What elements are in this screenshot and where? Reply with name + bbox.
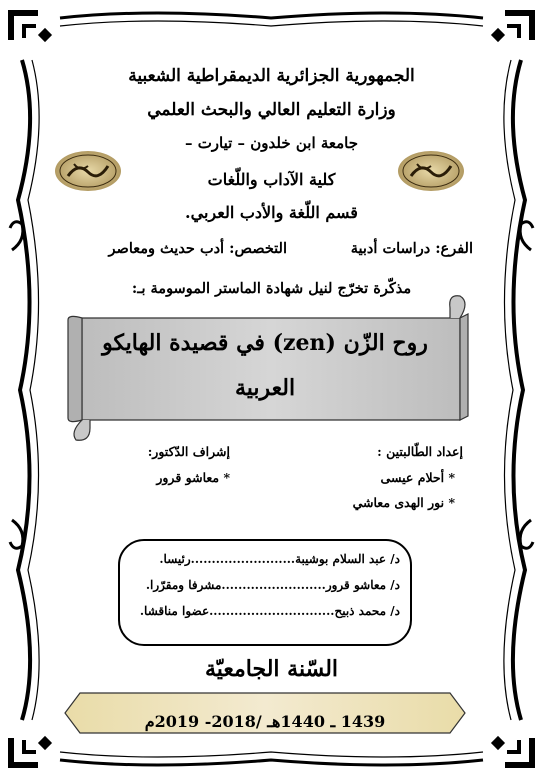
supervisor-name: * معاشو قرور (156, 470, 230, 485)
university-seal-right (397, 150, 465, 192)
university-seal-left (54, 150, 122, 192)
academic-year-value: 1439 ـ 1440هـ /2018- 2019م (144, 712, 386, 731)
university-name: جامعة ابن خلدون – تيارت – (184, 134, 359, 152)
student-name-1: * أحلام عيسى (380, 470, 455, 485)
thesis-title-line2: العربية (234, 375, 296, 401)
supervisor-label: إشراف الدّكتور: (147, 444, 230, 459)
jury-member-examiner: د/ محمد ذبيح..............................عضوا مناقشا. (139, 604, 400, 618)
prepared-by-label: إعداد الطّالبتين : (377, 444, 463, 459)
specialty-label: التخصص: أدب حديث ومعاصر (108, 240, 287, 257)
thesis-title-line1: روح الزّن (zen) في قصيدة الهايكو (102, 330, 428, 356)
republic-title: الجمهورية الجزائرية الديمقراطية الشعبية (128, 66, 415, 86)
jury-member-president: د/ عبد السلام بوشيبة.........................رئيسا. (159, 552, 400, 566)
academic-year-label: السّنة الجامعيّة (204, 656, 339, 682)
title-scroll-banner (60, 292, 470, 444)
branch-label: الفرع: دراسات أدبية (350, 240, 473, 257)
ministry-title: وزارة التعليم العالي والبحث العلمي (147, 100, 396, 120)
student-name-2: * نور الهدى معاشي (352, 495, 455, 510)
memoir-label: مذكّرة تخرّج لنيل شهادة الماستر الموسومة بـ: (131, 280, 412, 297)
jury-member-supervisor: د/ معاشو قرور.........................مشرفا ومقرّرا. (145, 578, 400, 592)
department-name: قسم اللّغة والأدب العربي. (185, 203, 358, 222)
faculty-name: كلية الآداب واللّغات (207, 170, 336, 189)
